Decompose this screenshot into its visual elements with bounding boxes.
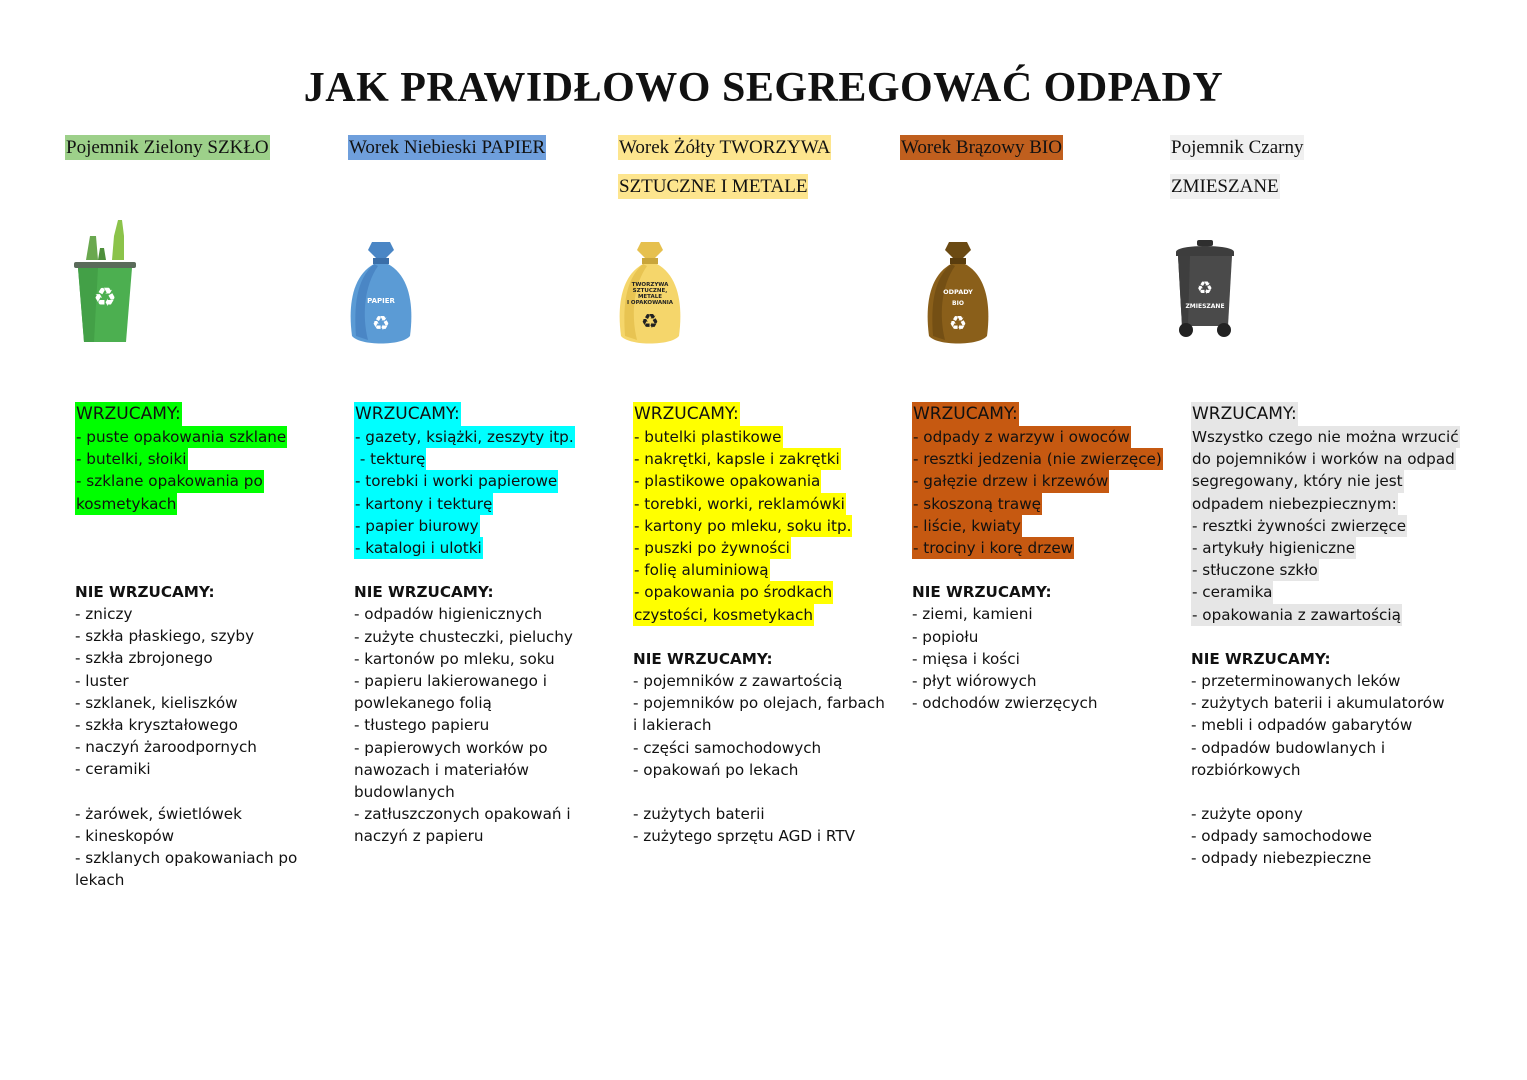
plastic-bag-label-3: METALE [637,294,663,300]
list-item: - części samochodowych [633,738,822,757]
list-item: nawozach i materiałów [354,760,529,779]
list-item: - odpadów budowlanych i [1191,738,1386,757]
list-item: - zużyte chusteczki, pieluchy [354,627,573,646]
column-plastic [633,402,885,847]
brown-bio-bag-icon [922,236,994,348]
list-item: - zatłuszczonych opakowań i [354,805,571,824]
green-glass-bin-icon [68,212,144,344]
list-item: - mebli i odpadów gabarytów [1191,716,1413,735]
list-item: - ceramika [1191,581,1273,603]
nie-wrzucamy-label: NIE WRZUCAMY: [354,583,494,602]
column-glass [75,402,297,891]
nie-wrzucamy-label: NIE WRZUCAMY: [75,582,215,601]
nie-wrzucamy-label: NIE WRZUCAMY: [912,583,1052,602]
list-item: - zużytych baterii i akumulatorów [1191,694,1445,713]
plastic-bag-label-1: TWORZYWA [631,282,669,288]
list-item: czystości, kosmetykach [633,604,814,626]
list-item: - zużyte opony [1191,805,1303,824]
wrzucamy-label: WRZUCAMY: [355,404,460,424]
list-item: - żarówek, świetlówek [75,804,242,823]
list-item: - opakowania po środkach [633,581,833,603]
list-item: - trociny i korę drzew [912,537,1074,559]
list-item: segregowany, który nie jest [1191,470,1404,492]
list-item: - gazety, książki, zeszyty itp. [354,426,575,448]
yellow-plastic-bag-icon [614,236,686,348]
list-item: - szklanych opakowaniach po [75,849,298,868]
list-item: - kineskopów [75,826,175,845]
mixed-bin-label: ZMIESZANE [1185,303,1225,310]
page-title: JAK PRAWIDŁOWO SEGREGOWAĆ ODPADY [303,65,1224,111]
list-item: - folię aluminiową [633,559,770,581]
list-item: powlekanego folią [354,694,492,713]
list-item: - resztki jedzenia (nie zwierzęce) [912,448,1163,470]
list-item: - mięsa i kości [912,649,1020,668]
svg-text:♻: ♻ [93,283,117,313]
list-item: - pojemników z zawartością [633,672,843,691]
heading-paper [348,128,546,167]
list-item: - butelki plastikowe [633,426,783,448]
list-item: - plastikowe opakowania [633,470,821,492]
list-item: naczyń z papieru [354,827,484,846]
list-item: - butelki, słoiki [75,448,188,470]
heading-mixed-line-2: ZMIESZANE [1171,176,1279,197]
list-item: - kartony po mleku, soku itp. [633,515,852,537]
nie-wrzucamy-label: NIE WRZUCAMY: [633,649,773,668]
list-item: - odpady z warzyw i owoców [912,426,1131,448]
heading-paper-line: Worek Niebieski PAPIER [349,137,546,158]
list-item: - szkła zbrojonego [75,649,213,668]
list-item: - tłustego papieru [354,716,490,735]
list-item: - popiołu [912,627,979,646]
list-item: - zniczy [75,605,133,624]
list-item: - papier biurowy [354,515,480,537]
heading-mixed-line-1: Pojemnik Czarny [1171,137,1304,158]
list-item: - luster [75,671,129,690]
blue-paper-bag-icon [346,236,416,348]
list-item: - szkła płaskiego, szyby [75,627,255,646]
list-item: Wszystko czego nie można wrzucić [1191,426,1460,448]
plastic-bag-label-2: SZTUCZNE, [632,288,668,294]
list-item: - puszki po żywności [633,537,791,559]
heading-mixed [1170,128,1304,206]
heading-bio [900,128,1063,167]
heading-plastic-line-2: SZTUCZNE I METALE [619,176,808,197]
list-item: - naczyń żaroodpornych [75,738,257,757]
list-item: - gałęzie drzew i krzewów [912,470,1109,492]
list-item: - odchodów zwierzęcych [912,694,1098,713]
heading-glass [65,128,270,167]
list-item: - płyt wiórowych [912,672,1037,691]
list-item: - opakowań po lekach [633,760,799,779]
list-item: - szklane opakowania po [75,470,264,492]
list-item: - stłuczone szkło [1191,559,1319,581]
svg-text:♻: ♻ [372,311,390,335]
list-item: - odpady niebezpieczne [1191,849,1372,868]
list-item: - kartony i tekturę [354,493,493,515]
list-item: - odpadów higienicznych [354,605,543,624]
list-item: - papieru lakierowanego i [354,672,547,691]
list-item: - szkła kryształowego [75,716,238,735]
list-item: budowlanych [354,783,455,802]
heading-plastic [618,128,831,206]
paper-bag-label: PAPIER [367,297,395,305]
plastic-bag-label-4: I OPAKOWANIA [626,300,674,306]
wrzucamy-label: WRZUCAMY: [1192,404,1297,424]
bio-bag-label-1: ODPADY [943,288,973,296]
list-item: - przeterminowanych leków [1191,672,1401,691]
heading-glass-line: Pojemnik Zielony SZKŁO [66,137,269,158]
list-item: - katalogi i ulotki [354,537,483,559]
list-item: - ziemi, kamieni [912,605,1033,624]
wrzucamy-label: WRZUCAMY: [76,404,181,424]
list-item: - artykuły higieniczne [1191,537,1356,559]
list-item: - resztki żywności zwierzęce [1191,515,1407,537]
list-item: - torebki, worki, reklamówki [633,493,846,515]
list-item: lekach [75,871,125,890]
svg-text:♻: ♻ [1196,278,1214,299]
svg-text:♻: ♻ [949,311,967,335]
list-item: rozbiórkowych [1191,760,1301,779]
list-item: - pojemników po olejach, farbach [633,694,885,713]
list-item: do pojemników i worków na odpad [1191,448,1456,470]
column-bio [912,402,1163,714]
list-item: - torebki i worki papierowe [354,470,558,492]
list-item: - zużytego sprzętu AGD i RTV [633,827,856,846]
list-item: - puste opakowania szklane [75,426,287,448]
list-item: kosmetykach [75,493,177,515]
heading-plastic-line-1: Worek Żółty TWORZYWA [619,137,831,158]
list-item: - zużytych baterii [633,805,765,824]
nie-wrzucamy-label: NIE WRZUCAMY: [1191,649,1331,668]
list-item: - odpady samochodowe [1191,827,1372,846]
list-item: - skoszoną trawę [912,493,1042,515]
list-item: - nakrętki, kapsle i zakrętki [633,448,841,470]
list-item: - opakowania z zawartością [1191,604,1402,626]
list-item: - szklanek, kieliszków [75,693,238,712]
list-item: - liście, kwiaty [912,515,1022,537]
column-paper [354,402,575,848]
bio-bag-label-2: BIO [952,300,964,307]
black-mixed-bin-icon [1170,238,1240,340]
svg-text:♻: ♻ [641,309,659,333]
heading-bio-line: Worek Brązowy BIO [901,137,1062,158]
list-item: - tekturę [354,448,426,470]
column-mixed [1191,402,1460,870]
list-item: i lakierach [633,716,712,735]
list-item: - kartonów po mleku, soku [354,649,555,668]
list-item: odpadem niebezpiecznym: [1191,493,1398,515]
wrzucamy-label: WRZUCAMY: [634,404,739,424]
list-item: - papierowych worków po [354,738,548,757]
wrzucamy-label: WRZUCAMY: [913,404,1018,424]
list-item: - ceramiki [75,760,151,779]
